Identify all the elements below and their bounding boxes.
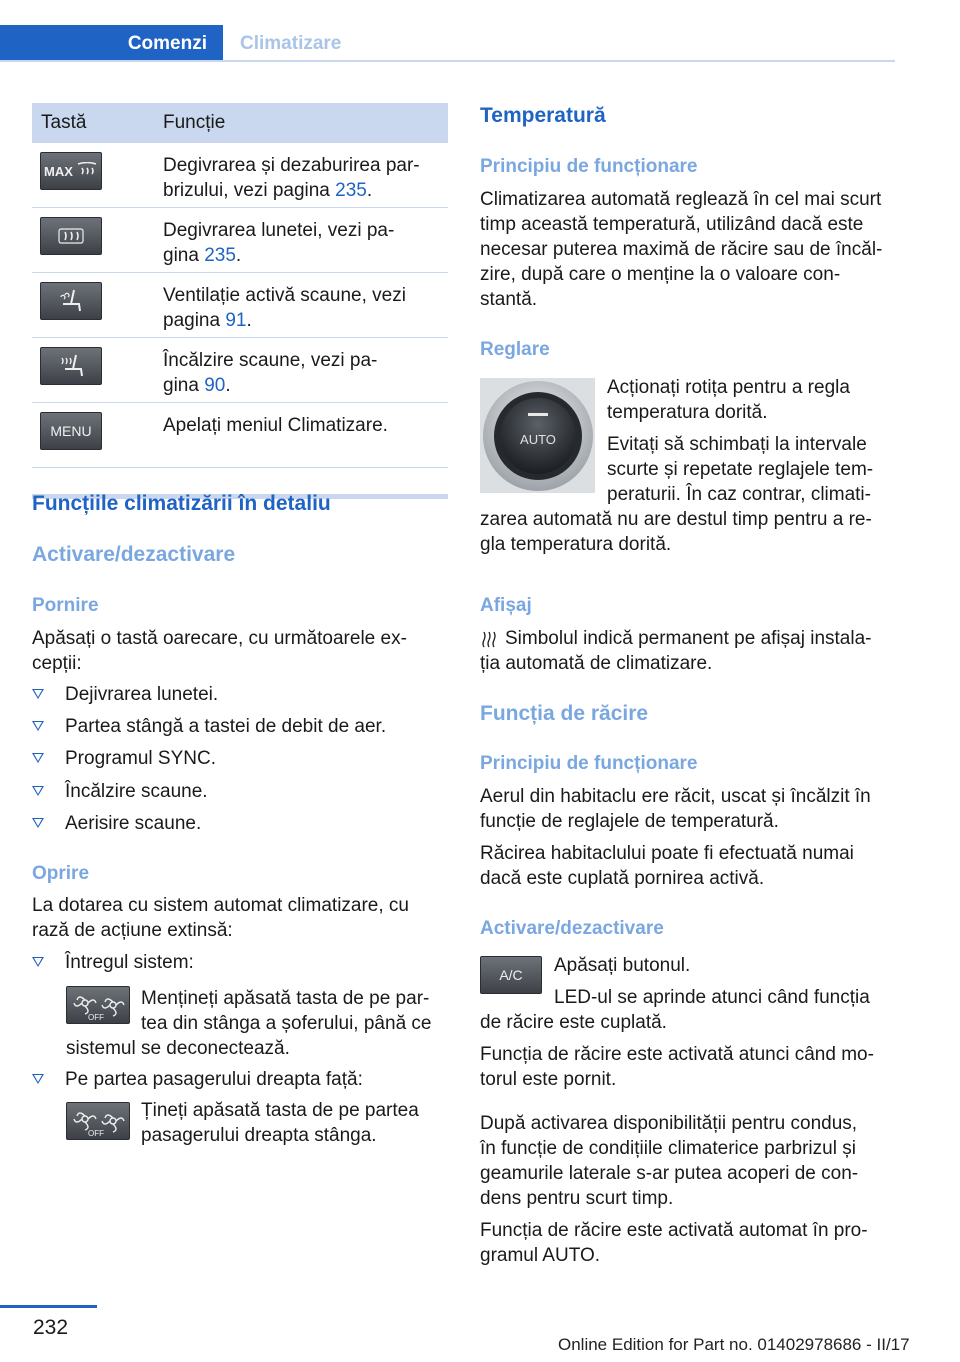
col-key-header: Tastă	[41, 112, 87, 133]
activare-heading: Activare/dezactivare	[480, 918, 664, 939]
sistem-text-2: tea din stânga a șoferului, până ce	[141, 1013, 432, 1034]
menu-key-icon	[40, 412, 102, 450]
page-link[interactable]: 235	[204, 245, 236, 266]
temp-text-1: Climatizarea automată reglează în cel mai scurt	[480, 189, 882, 210]
header-rule	[0, 60, 895, 62]
temp-text-2: timp această temperatură, utilizând dacă este	[480, 214, 864, 235]
final-text-3: geamurile laterale s-ar putea acoperi de con-	[480, 1163, 859, 1184]
activare-text-3: de răcire este cuplată.	[480, 1012, 667, 1033]
final-text-6: gramul AUTO.	[480, 1245, 601, 1266]
table-row	[32, 273, 448, 338]
principiu-heading-2: Principiu de funcționare	[480, 753, 698, 774]
bullet-triangle-icon	[32, 753, 44, 763]
racire-text-3: Răcirea habitaclului poate fi efectuată numai	[480, 843, 854, 864]
pornire-text-1: Apăsați o tastă oarecare, cu următoarele ex-	[32, 628, 407, 649]
row-text-3: Ventilație activă scaune, vezi pagina 91.	[163, 285, 406, 331]
key-function-table	[32, 103, 448, 499]
bullet-triangle-icon	[32, 721, 44, 731]
page-link[interactable]: 90	[204, 375, 226, 396]
ac-key-icon	[480, 956, 542, 994]
svg-text:AUTO: AUTO	[520, 432, 556, 447]
activare-text-2: LED-ul se aprinde atunci când funcția	[554, 987, 870, 1008]
climate-symbol-icon	[481, 630, 497, 648]
max-defrost-icon	[40, 152, 102, 190]
principiu-heading: Principiu de funcționare	[480, 156, 698, 177]
page-number: 232	[33, 1316, 69, 1339]
table-row	[32, 143, 448, 208]
seat-ventilation-icon	[40, 282, 102, 320]
bullet-triangle-icon	[32, 689, 44, 699]
activare-text-5: torul este pornit.	[480, 1069, 617, 1090]
header-tabs	[0, 25, 895, 62]
afisaj-heading: Afișaj	[480, 595, 532, 616]
oprire-text-1: La dotarea cu sistem automat climatizare, cu	[32, 895, 410, 916]
table-row	[32, 208, 448, 273]
temp-text-3: necesar puterea maximă de răcire sau de încăl-	[480, 239, 883, 260]
row-text-5: Apelați meniul Climatizare.	[163, 415, 388, 436]
max-label: MAX	[44, 163, 73, 179]
activare-text-1: Apăsați butonul.	[554, 955, 691, 976]
afisaj-text-2: ția automată de climatizare.	[480, 653, 713, 674]
reglare-text-4: scurte și repetate reglajele tem-	[607, 459, 874, 480]
pornire-heading: Pornire	[32, 595, 99, 616]
row-text-1: Degivrarea și dezaburirea par- brizului, vezi pagina 235.	[163, 155, 420, 201]
rear-defrost-icon	[40, 217, 102, 255]
final-text-1: După activarea disponibilității pentru condus,	[480, 1113, 858, 1134]
sistem-text-3: sistemul se deconectează.	[66, 1038, 290, 1059]
reglare-text-5: peraturii. În caz contrar, climati-	[607, 484, 871, 505]
reglare-text-1: Acționați rotița pentru a regla	[607, 377, 850, 398]
bullet-triangle-icon	[32, 1074, 44, 1084]
col-function-header: Funcție	[163, 112, 226, 133]
reglare-text-2: temperatura dorită.	[607, 402, 768, 423]
oprire-text-2: rază de acțiune extinsă:	[32, 920, 233, 941]
footer-rule	[0, 1305, 97, 1308]
fan-off-key-icon	[66, 1102, 130, 1140]
tab-comenzi[interactable]: Comenzi	[0, 25, 223, 62]
temperatura-title: Temperatură	[480, 104, 606, 127]
racire-text-1: Aerul din habitaclu ere răcit, uscat și încălzit în	[480, 786, 871, 807]
final-text-4: dens pentru scurt timp.	[480, 1188, 674, 1209]
page-link[interactable]: 235	[335, 180, 367, 201]
temp-text-5: stantă.	[480, 289, 538, 310]
racire-text-4: dacă este cuplată pornirea activă.	[480, 868, 765, 889]
page-link[interactable]: 91	[225, 310, 247, 331]
temp-text-4: zire, după care o menține la o valoare con-	[480, 264, 841, 285]
subsection-title: Activare/dezactivare	[32, 543, 236, 566]
bullet-triangle-icon	[32, 818, 44, 828]
oprire-heading: Oprire	[32, 863, 90, 884]
activare-text-4: Funcția de răcire este activată atunci când mo-	[480, 1044, 874, 1065]
table-row	[32, 403, 448, 468]
svg-text:OFF: OFF	[88, 1129, 104, 1138]
afisaj-text-1: Simbolul indică permanent pe afișaj instala-	[505, 628, 872, 649]
pasager-text-1: Țineți apăsată tasta de pe partea	[141, 1100, 419, 1121]
sistem-text-1: Mențineți apăsată tasta de pe par-	[141, 988, 430, 1009]
tab-climatizare[interactable]: Climatizare	[240, 33, 342, 54]
reglare-text-6: zarea automată nu are destul timp pentru a re-	[480, 509, 872, 530]
row-text-2: Degivrarea lunetei, vezi pa- gina 235.	[163, 220, 395, 266]
final-text-5: Funcția de răcire este activată automat în pro-	[480, 1220, 868, 1241]
racire-text-2: funcție de reglajele de temperatură.	[480, 811, 779, 832]
fan-off-key-icon	[66, 986, 130, 1024]
menu-key-label: MENU	[50, 423, 92, 439]
section-title: Funcțiile climatizării în detaliu	[32, 492, 331, 515]
edition-note: Online Edition for Part no. 01402978686 - II/17	[558, 1335, 910, 1354]
pasager-text-2: pasagerului dreapta stânga.	[141, 1125, 377, 1146]
row-text-4: Încălzire scaune, vezi pa- gina 90.	[163, 350, 378, 396]
temperature-knob-image	[480, 378, 595, 493]
seat-heating-icon	[40, 347, 102, 385]
final-text-2: în funcție de condițiile climaterice parbrizul și	[480, 1138, 856, 1159]
reglare-text-3: Evitați să schimbați la intervale	[607, 434, 867, 455]
svg-text:OFF: OFF	[88, 1013, 104, 1022]
table-row	[32, 338, 448, 403]
reglare-heading: Reglare	[480, 339, 550, 360]
reglare-text-7: gla temperatura dorită.	[480, 534, 672, 555]
pornire-text-2: cepții:	[32, 653, 82, 674]
bullet-triangle-icon	[32, 786, 44, 796]
bullet-triangle-icon	[32, 957, 44, 967]
table-header	[32, 103, 448, 143]
ac-key-label: A/C	[499, 967, 523, 983]
racire-title: Funcția de răcire	[480, 702, 649, 725]
